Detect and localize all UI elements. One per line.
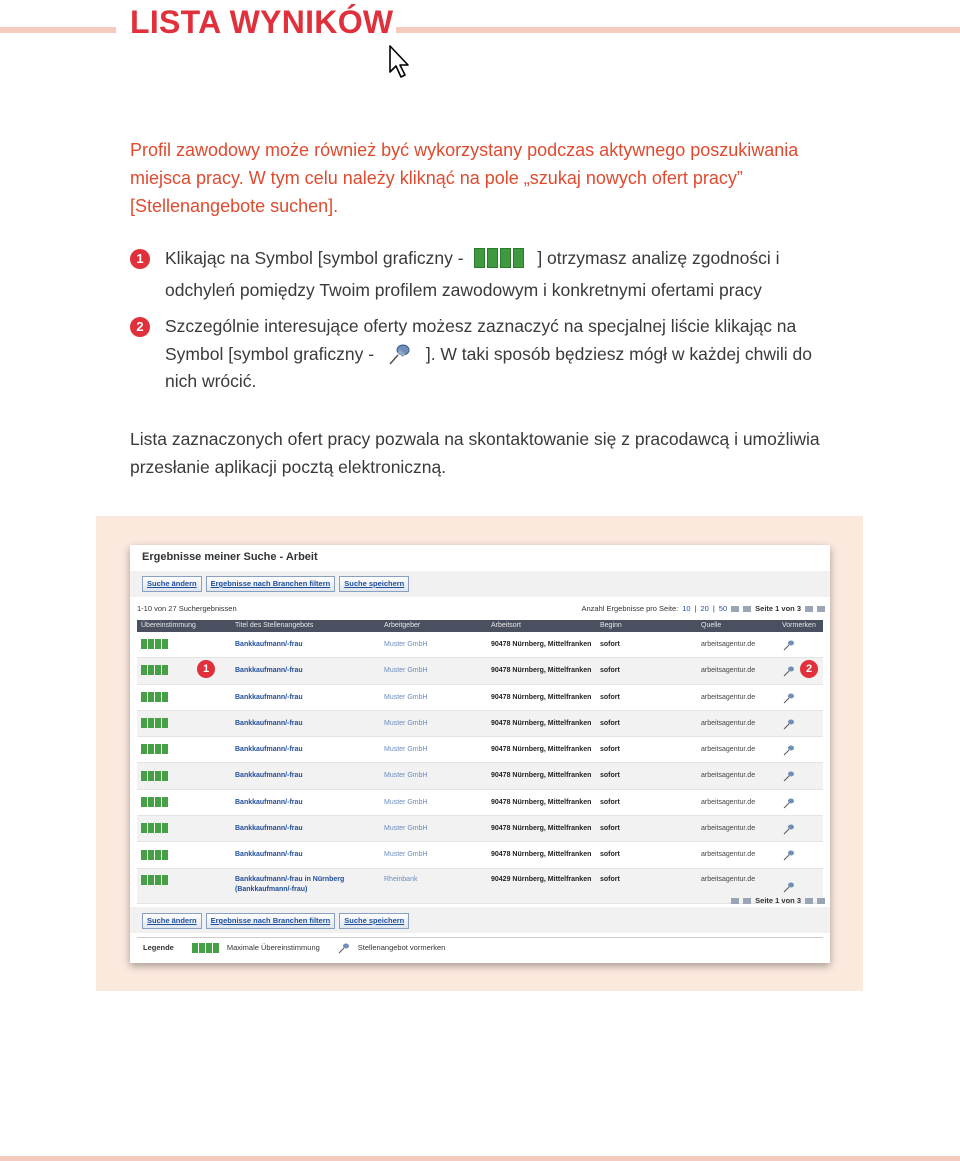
table-row[interactable] xyxy=(137,658,823,684)
job-title: Bankkaufmann/-frau xyxy=(235,772,303,780)
first-page-icon[interactable] xyxy=(731,606,739,612)
job-start: sofort xyxy=(600,719,620,727)
legend-title: Legende xyxy=(143,943,174,952)
step-2 xyxy=(130,313,830,396)
page-indicator: Seite 1 von 3 xyxy=(755,896,801,905)
bookmark-pushpin-icon[interactable] xyxy=(783,849,795,861)
match-bars-icon[interactable] xyxy=(141,737,168,762)
bookmark-pushpin-icon[interactable] xyxy=(783,639,795,651)
step-number-badge: 1 xyxy=(130,249,150,269)
employer-link[interactable]: Muster GmbH xyxy=(384,851,428,859)
job-title: Bankkaufmann/-frau xyxy=(235,719,303,727)
job-start: sofort xyxy=(600,772,620,780)
pagination-bottom xyxy=(731,896,825,905)
employer-link[interactable]: Muster GmbH xyxy=(384,667,428,675)
callout-1: 1 xyxy=(197,660,215,678)
save-search-button[interactable]: Suche speichern xyxy=(339,913,409,929)
job-source: arbeitsagentur.de xyxy=(701,798,756,806)
job-location: 90478 Nürnberg, Mittelfranken xyxy=(491,772,592,780)
job-title: Bankkaufmann/-frau xyxy=(235,825,303,833)
employer-link[interactable]: Rheinbank xyxy=(384,875,418,883)
match-bars-icon xyxy=(192,943,219,953)
legend xyxy=(137,937,823,958)
match-bars-icon xyxy=(474,248,526,277)
job-start: sofort xyxy=(600,798,620,806)
results-table-body xyxy=(137,632,823,904)
per-page-label: Anzahl Ergebnisse pro Seite: xyxy=(581,604,679,613)
toolbar-top xyxy=(142,576,409,592)
first-page-icon[interactable] xyxy=(731,898,739,904)
prev-page-icon[interactable] xyxy=(743,898,751,904)
step-text-part-b: ] otrzymasz analizę zgodności i odchyleń pomiędzy Twoim profilem zawodowym i konkretnymi ofertami pracy xyxy=(165,248,780,300)
legend-match-label: Maximale Übereinstimmung xyxy=(226,943,320,952)
page-indicator: Seite 1 von 3 xyxy=(755,604,801,613)
col-start[interactable]: Beginn xyxy=(600,622,622,629)
step-text xyxy=(165,313,830,396)
change-search-button[interactable]: Suche ändern xyxy=(142,576,202,592)
job-title-link[interactable] xyxy=(235,658,303,683)
table-row[interactable] xyxy=(137,632,823,658)
job-source: arbeitsagentur.de xyxy=(701,851,756,859)
outro-paragraph: Lista zaznaczonych ofert pracy pozwala na skontaktowanie się z pracodawcą i umożliwia przesłanie aplikacji pocztą elektroniczną. xyxy=(130,429,820,477)
header-rule-right xyxy=(396,27,960,33)
employer-link[interactable]: Muster GmbH xyxy=(384,746,428,754)
bookmark-pushpin-icon[interactable] xyxy=(783,744,795,756)
per-page-50[interactable]: 50 xyxy=(718,604,728,613)
col-title[interactable]: Titel des Stellenangebots xyxy=(235,622,314,629)
job-title-link[interactable] xyxy=(235,875,344,895)
table-row[interactable] xyxy=(137,763,823,789)
legend-bookmark-label: Stellenangebot vormerken xyxy=(357,943,446,952)
col-location[interactable]: Arbeitsort xyxy=(491,622,521,629)
job-title: Bankkaufmann/-frau xyxy=(235,641,303,648)
embedded-screenshot xyxy=(130,545,830,963)
page-title: LISTA WYNIKÓW xyxy=(130,4,394,40)
bookmark-pushpin-icon[interactable] xyxy=(783,692,795,704)
pushpin-icon xyxy=(338,942,350,954)
last-page-icon[interactable] xyxy=(817,606,825,612)
job-location: 90429 Nürnberg, Mittelfranken xyxy=(491,875,592,883)
job-title: Bankkaufmann/-frau xyxy=(235,798,303,806)
employer-link[interactable]: Muster GmbH xyxy=(384,719,428,727)
job-location: 90478 Nürnberg, Mittelfranken xyxy=(491,719,592,727)
intro-paragraph: Profil zawodowy może również być wykorzystany podczas aktywnego poszukiwania miejsca pracy. W tym celu należy kliknąć na pole „szukaj nowych ofert pracy” [Stellenangebote suchen]. xyxy=(130,140,799,216)
footer-rule xyxy=(0,1156,960,1161)
match-bars-icon[interactable] xyxy=(141,658,168,683)
bookmark-pushpin-icon[interactable] xyxy=(783,881,795,893)
filter-by-industry-button[interactable]: Ergebnisse nach Branchen filtern xyxy=(206,576,336,592)
bookmark-pushpin-icon[interactable] xyxy=(783,665,795,677)
job-source: arbeitsagentur.de xyxy=(701,875,756,883)
job-source: arbeitsagentur.de xyxy=(701,825,756,833)
col-source[interactable]: Quelle xyxy=(701,622,722,629)
mouse-cursor-icon xyxy=(388,44,412,80)
job-location: 90478 Nürnberg, Mittelfranken xyxy=(491,641,592,648)
match-bars-icon[interactable] xyxy=(141,711,168,736)
results-title: Ergebnisse meiner Suche - Arbeit xyxy=(142,551,318,563)
table-row[interactable] xyxy=(137,685,823,711)
job-start: sofort xyxy=(600,667,620,675)
job-start: sofort xyxy=(600,641,620,648)
job-title: Bankkaufmann/-frau xyxy=(235,667,303,675)
job-source: arbeitsagentur.de xyxy=(701,772,756,780)
job-title-link[interactable] xyxy=(235,842,303,867)
job-title-link[interactable] xyxy=(235,816,303,841)
job-source: arbeitsagentur.de xyxy=(701,719,756,727)
bookmark-pushpin-icon[interactable] xyxy=(783,718,795,730)
match-bars-icon[interactable] xyxy=(141,685,168,710)
job-start: sofort xyxy=(600,875,620,883)
callout-2: 2 xyxy=(800,660,818,678)
match-bars-icon[interactable] xyxy=(141,763,168,788)
job-title-link[interactable] xyxy=(235,711,303,736)
table-row[interactable] xyxy=(137,711,823,737)
table-row[interactable] xyxy=(137,737,823,763)
job-title-sub: (Bankkaufmann/-frau) xyxy=(235,885,308,893)
job-location: 90478 Nürnberg, Mittelfranken xyxy=(491,798,592,806)
table-row[interactable] xyxy=(137,816,823,842)
bookmark-pushpin-icon[interactable] xyxy=(783,797,795,809)
change-search-button[interactable]: Suche ändern xyxy=(142,913,202,929)
match-bars-icon[interactable] xyxy=(141,632,168,657)
job-source: arbeitsagentur.de xyxy=(701,667,756,675)
job-title-link[interactable] xyxy=(235,763,303,788)
job-location: 90478 Nürnberg, Mittelfranken xyxy=(491,667,592,675)
step-1 xyxy=(130,245,830,304)
table-row[interactable] xyxy=(137,790,823,816)
job-location: 90478 Nürnberg, Mittelfranken xyxy=(491,693,592,701)
bookmark-pushpin-icon[interactable] xyxy=(783,770,795,782)
match-bars-icon[interactable] xyxy=(141,875,168,886)
step-text xyxy=(165,245,830,304)
match-bars-icon[interactable] xyxy=(141,816,168,841)
prev-page-icon[interactable] xyxy=(743,606,751,612)
job-title: Bankkaufmann/-frau xyxy=(235,693,303,701)
col-bookmark[interactable]: Vormerken xyxy=(782,622,816,629)
header-rule-left xyxy=(0,27,116,33)
job-source: arbeitsagentur.de xyxy=(701,641,756,648)
pagination-top: Anzahl Ergebnisse pro Seite: 10 | 20 | 50 Seite 1 von 3 xyxy=(581,604,825,613)
job-title: Bankkaufmann/-frau xyxy=(235,851,303,859)
step-text-part-b: ]. W taki sposób będziesz mógł w każdej chwili do nich wrócić. xyxy=(165,343,812,391)
job-title-link[interactable] xyxy=(235,685,303,710)
job-start: sofort xyxy=(600,693,620,701)
job-start: sofort xyxy=(600,825,620,833)
employer-link[interactable]: Muster GmbH xyxy=(384,772,428,780)
pushpin-icon xyxy=(387,341,413,367)
col-employer[interactable]: Arbeitgeber xyxy=(384,622,421,629)
job-location: 90478 Nürnberg, Mittelfranken xyxy=(491,746,592,754)
bookmark-pushpin-icon[interactable] xyxy=(783,823,795,835)
match-bars-icon[interactable] xyxy=(141,842,168,867)
save-search-button[interactable]: Suche speichern xyxy=(339,576,409,592)
table-row[interactable] xyxy=(137,869,823,904)
step-number-badge: 2 xyxy=(130,317,150,337)
employer-link[interactable]: Muster GmbH xyxy=(384,798,428,806)
job-start: sofort xyxy=(600,851,620,859)
col-match[interactable]: Übereinstimmung xyxy=(141,622,196,629)
job-title-link[interactable] xyxy=(235,790,303,815)
per-page-20[interactable]: 20 xyxy=(700,604,709,613)
job-title: Bankkaufmann/-frau in Nürnberg xyxy=(235,875,345,883)
table-header xyxy=(137,620,823,632)
step-text-part-a: Szczególnie interesujące oferty możesz zaznaczyć na specjalnej liście klikając na Symbol [symbol graficzny - xyxy=(165,316,797,364)
job-source: arbeitsagentur.de xyxy=(701,746,756,754)
result-count: 1-10 von 27 Suchergebnissen xyxy=(137,604,237,613)
match-bars-icon[interactable] xyxy=(141,790,168,815)
job-title: Bankkaufmann/-frau xyxy=(235,746,303,754)
employer-link[interactable]: Muster GmbH xyxy=(384,641,428,648)
last-page-icon[interactable] xyxy=(817,898,825,904)
job-start: sofort xyxy=(600,746,620,754)
employer-link[interactable]: Muster GmbH xyxy=(384,693,428,701)
job-title-link[interactable] xyxy=(235,632,303,657)
table-row[interactable] xyxy=(137,842,823,868)
filter-by-industry-button[interactable]: Ergebnisse nach Branchen filtern xyxy=(206,913,336,929)
employer-link[interactable]: Muster GmbH xyxy=(384,825,428,833)
job-title-link[interactable] xyxy=(235,737,303,762)
job-source: arbeitsagentur.de xyxy=(701,693,756,701)
toolbar-bottom xyxy=(142,913,409,929)
next-page-icon[interactable] xyxy=(805,898,813,904)
step-text-part-a: Klikając na Symbol [symbol graficzny - xyxy=(165,248,464,268)
job-location: 90478 Nürnberg, Mittelfranken xyxy=(491,825,592,833)
per-page-10[interactable]: 10 xyxy=(682,604,691,613)
next-page-icon[interactable] xyxy=(805,606,813,612)
job-location: 90478 Nürnberg, Mittelfranken xyxy=(491,851,592,859)
